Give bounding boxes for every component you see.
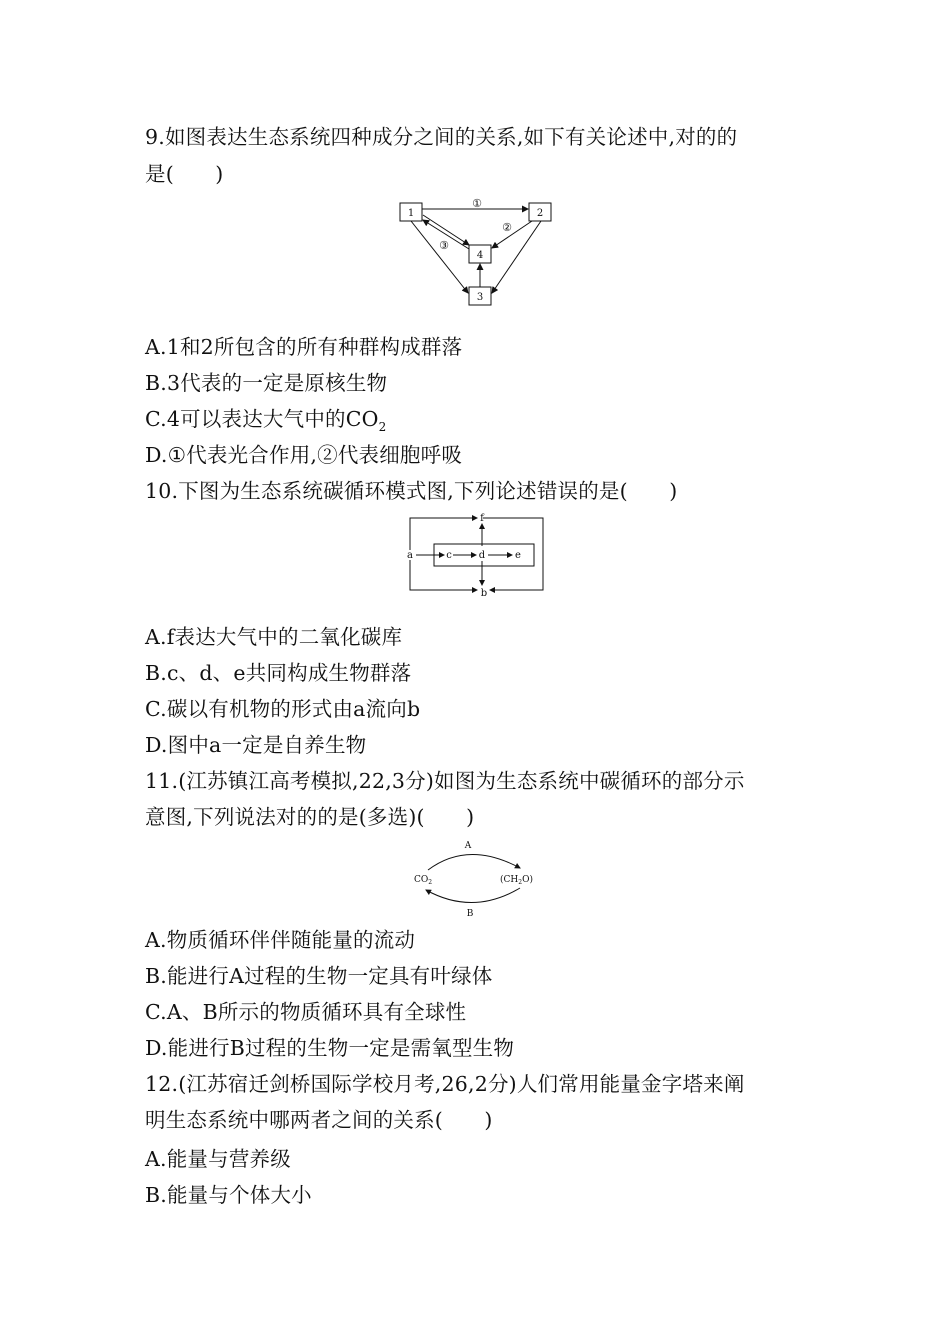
q12-option-b: B.能量与个体大小 (145, 1183, 312, 1207)
q10-carbon-cycle-diagram (400, 510, 550, 600)
q12-stem-line1: 12.(江苏宿迁剑桥国际学校月考,26,2分)人们常用能量金字塔来阐 (145, 1072, 745, 1096)
q9-stem-line1: 9.如图表达生态系统四种成分之间的关系,如下有关论述中,对的的 (145, 125, 738, 149)
q10-option-d: D.图中a一定是自养生物 (145, 733, 367, 757)
q11-option-a: A.物质循环伴伴随能量的流动 (145, 928, 416, 952)
q11-stem-line1: 11.(江苏镇江高考模拟,22,3分)如图为生态系统中碳循环的部分示 (145, 769, 745, 793)
q10-stem: 10.下图为生态系统碳循环模式图,下列论述错误的是( ) (145, 479, 678, 503)
q10-option-a: A.f表达大气中的二氧化碳库 (145, 625, 403, 649)
q11-label-a: A (464, 841, 472, 851)
q9-node-1: 1 (407, 208, 415, 219)
q9-label-1: ① (472, 197, 482, 210)
q10-node-a: a (407, 550, 413, 561)
q9-stem-line2: 是( ) (145, 162, 224, 186)
q9-node-2: 2 (536, 208, 544, 219)
q10-option-c: C.碳以有机物的形式由a流向b (145, 697, 421, 721)
q11-cycle-diagram (408, 838, 543, 920)
q10-node-f: f (480, 513, 484, 524)
q9-option-c: C.4可以表达大气中的$CO_2$ (145, 407, 387, 435)
q9-node-4: 4 (476, 250, 484, 261)
q10-option-b: B.c、d、e共同构成生物群落 (145, 661, 412, 685)
q11-ch2o: $(CH_2O)$ (500, 875, 533, 886)
q12-option-a: A.能量与营养级 (145, 1147, 291, 1171)
q11-option-b: B.能进行A过程的生物一定具有叶绿体 (145, 964, 493, 988)
q9-option-a: A.1和2所包含的所有种群构成群落 (145, 335, 463, 359)
q9-option-b: B.3代表的一定是原核生物 (145, 371, 388, 395)
q12-stem-line2: 明生态系统中哪两者之间的关系( ) (145, 1108, 493, 1132)
q10-node-d: d (478, 550, 486, 561)
q11-stem-line2: 意图,下列说法对的的是(多选)( ) (145, 805, 475, 829)
q11-option-c: C.A、B所示的物质循环具有全球性 (145, 1000, 467, 1024)
q10-node-b: b (480, 588, 488, 599)
q11-option-d: D.能进行B过程的生物一定是需氧型生物 (145, 1036, 515, 1060)
q11-label-b: B (466, 909, 474, 919)
q10-node-c: c (446, 550, 452, 561)
q11-co2: $CO_2$ (414, 875, 433, 886)
q9-node-3: 3 (476, 292, 484, 303)
q9-option-d: D.①代表光合作用,②代表细胞呼吸 (145, 443, 463, 467)
q9-label-2: ② (502, 221, 512, 234)
q9-ecosystem-diagram (393, 195, 563, 310)
q9-label-3: ③ (439, 239, 449, 252)
q10-node-e: e (515, 550, 521, 561)
